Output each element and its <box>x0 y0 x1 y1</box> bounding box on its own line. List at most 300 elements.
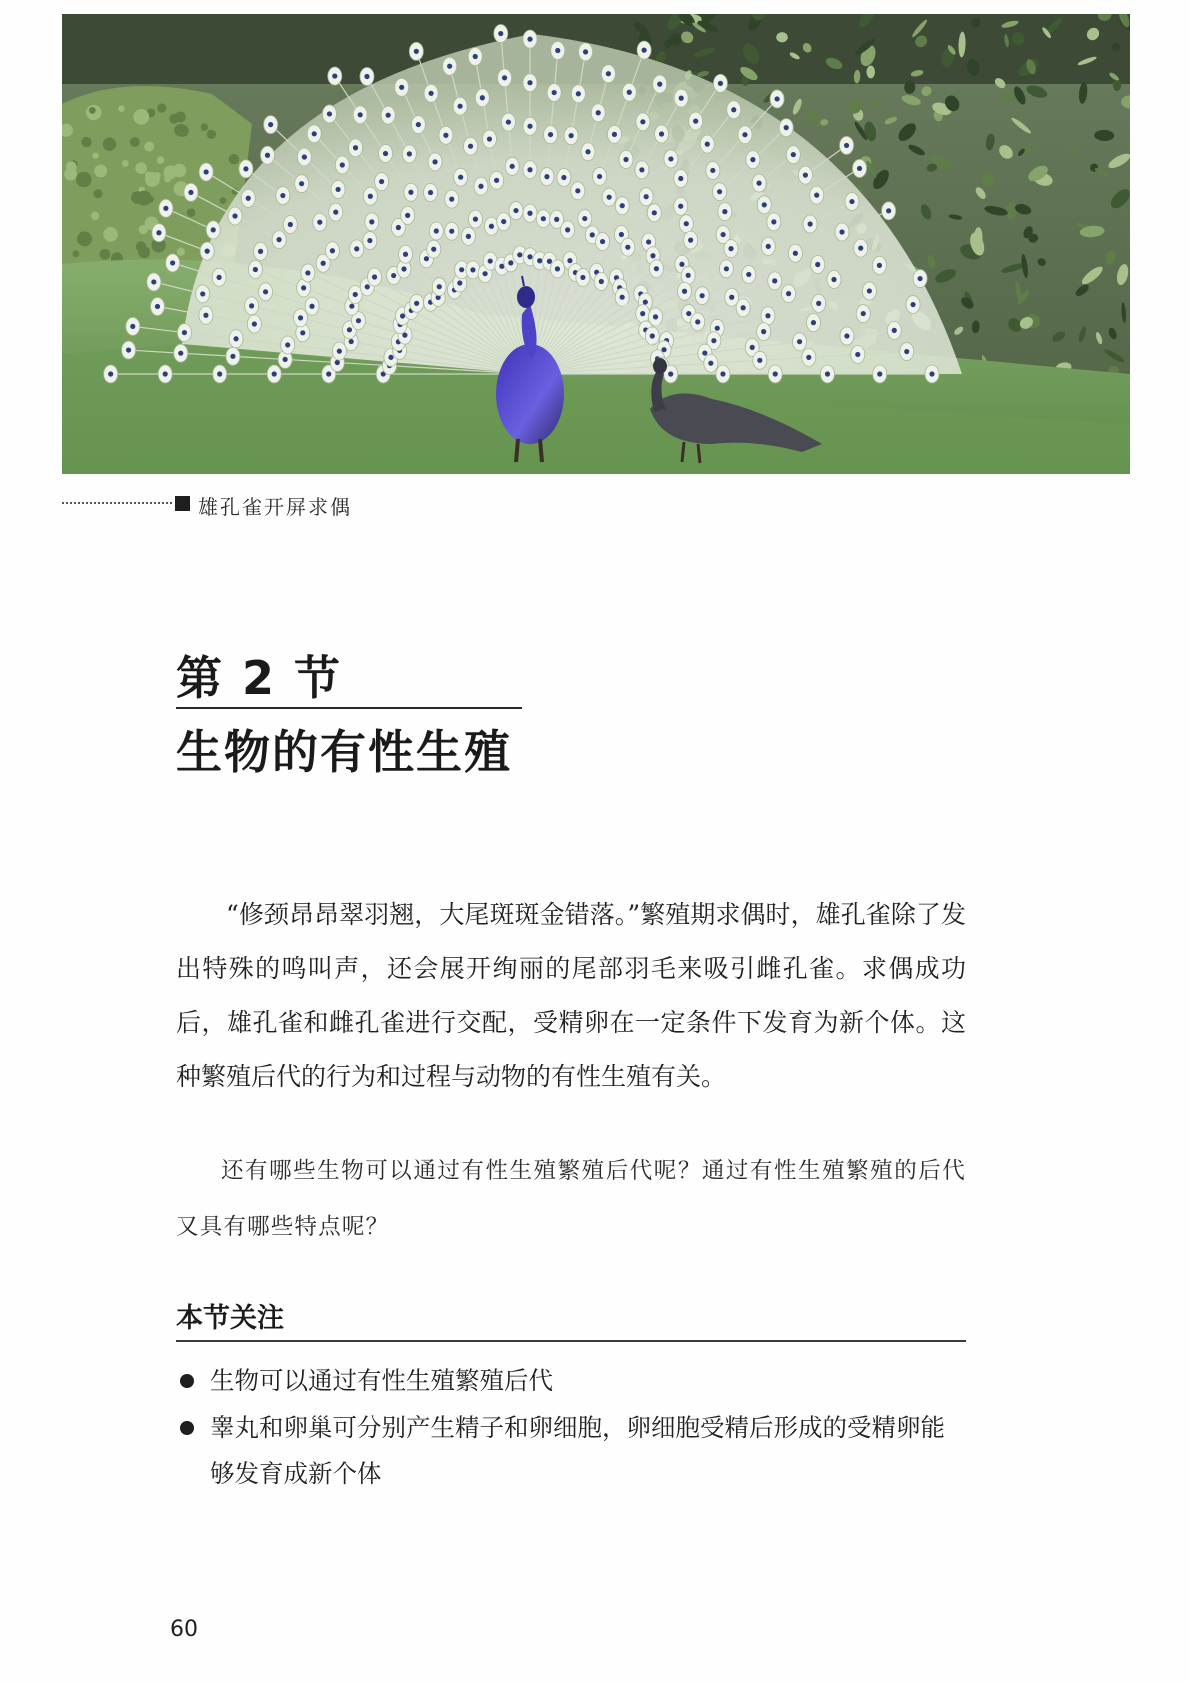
female-peacock-head <box>653 358 667 374</box>
feather-eye-center <box>276 237 281 242</box>
feather-eye-center <box>569 133 574 138</box>
feather-eye-center <box>383 151 388 156</box>
leaf <box>1012 32 1024 45</box>
hedge-leaf <box>229 154 239 164</box>
feather-eye-center <box>358 112 363 117</box>
feather-eye-center <box>597 174 602 179</box>
feather-eye-center <box>396 225 401 230</box>
focus-divider <box>176 1340 966 1342</box>
hedge-leaf <box>145 172 160 187</box>
feather-eye-center <box>265 153 270 158</box>
feather-eye-center <box>910 302 915 307</box>
feather-eye-center <box>544 174 549 179</box>
feather-eye-center <box>498 31 503 36</box>
feather-eye-center <box>332 73 337 78</box>
feather-eye-center <box>182 330 187 335</box>
hedge-leaf <box>138 246 150 258</box>
section-title: 生物的有性生殖 <box>176 725 512 779</box>
feather-eye-center <box>688 238 693 243</box>
feather-eye-center <box>163 371 168 376</box>
feather-eye-center <box>606 71 611 76</box>
question-paragraph: 还有哪些生物可以通过有性生殖繁殖后代呢？通过有性生殖繁殖的后代又具有哪些特点呢？ <box>176 1158 966 1240</box>
feather-eye-center <box>857 166 862 171</box>
feather-eye-center <box>478 184 483 189</box>
feather-eye-center <box>300 330 305 335</box>
hedge-leaf <box>174 124 187 137</box>
feather-eye-center <box>774 96 779 101</box>
focus-item-text: 生物可以通过有性生殖繁殖后代 <box>210 1366 553 1395</box>
feather-eye-center <box>527 167 532 172</box>
feather-eye-center <box>582 216 587 221</box>
hedge-leaf <box>144 142 154 152</box>
feather-eye-center <box>408 190 413 195</box>
feather-eye-center <box>205 249 210 254</box>
feather-eye-center <box>567 258 572 263</box>
feather-eye-center <box>693 119 698 124</box>
feather-eye-center <box>640 311 645 316</box>
feather-eye-center <box>340 162 345 167</box>
feather-eye-center <box>552 90 557 95</box>
feather-eye-center <box>431 247 436 252</box>
feather-eye-center <box>761 329 766 334</box>
feather-eye-center <box>211 227 216 232</box>
feather-eye-center <box>654 266 659 271</box>
intro-paragraph: “修颈昂昂翠羽翘，大尾斑斑金错落。”繁殖期求偶时，雄孔雀除了发出特殊的鸣叫声，还会展开绚丽的尾部羽毛来吸引雌孔雀。求偶成功后，雄孔雀和雌孔雀进行交配，受精卵在一定条件下发育为新个体。这种繁殖后代的行为和过程与动物的有性生殖有关。 <box>176 900 966 1091</box>
title-divider <box>176 707 522 709</box>
feather-eye-center <box>855 352 860 357</box>
feather-eye-center <box>349 339 354 344</box>
feather-eye-center <box>772 278 777 283</box>
feather-eye-center <box>724 266 729 271</box>
feather-eye-center <box>565 227 570 232</box>
feather-eye-center <box>468 144 473 149</box>
feather-eye-center <box>639 167 644 172</box>
feather-eye-center <box>353 145 358 150</box>
feather-eye-center <box>399 85 404 90</box>
feather-eye-center <box>482 271 487 276</box>
feather-eye-center <box>126 347 131 352</box>
feather-eye-center <box>424 256 429 261</box>
feather-eye-center <box>728 246 733 251</box>
section-number: 第 2 节 <box>176 651 343 705</box>
feather-eye-center <box>414 49 419 54</box>
feather-eye-center <box>508 260 513 265</box>
feather-eye-center <box>204 169 209 174</box>
feather-eye-center <box>679 262 684 267</box>
feather-eye-center <box>619 232 624 237</box>
feather-eye-center <box>246 196 251 201</box>
feather-eye-center <box>640 119 645 124</box>
figure-caption-row <box>62 491 562 517</box>
hedge-leaf <box>103 138 116 151</box>
male-peacock-leg-left <box>516 439 518 462</box>
feather-eye-center <box>367 238 372 243</box>
feather-eye-center <box>929 371 934 376</box>
feather-eye-center <box>335 360 340 365</box>
hedge-leaf <box>200 123 208 131</box>
caption-leader-line <box>62 502 172 504</box>
leaf <box>866 65 874 78</box>
feather-eye-center <box>702 350 707 355</box>
hedge-leaf <box>122 160 129 167</box>
focus-item <box>176 1405 966 1497</box>
feather-eye-center <box>596 110 601 115</box>
hedge-leaf <box>157 103 166 112</box>
peacock-photo <box>62 14 1130 474</box>
feather-eye-center <box>625 245 630 250</box>
feather-eye-center <box>517 252 522 257</box>
feather-eye-center <box>750 157 755 162</box>
feather-eye-center <box>527 80 532 85</box>
feather-eye-center <box>432 159 437 164</box>
feather-eye-center <box>746 272 751 277</box>
feather-eye-center <box>806 355 811 360</box>
figure-caption: 雄孔雀开屏求偶 <box>198 495 352 519</box>
feather-eye-center <box>309 304 314 309</box>
feather-eye-center <box>283 357 288 362</box>
feather-eye-center <box>437 284 442 289</box>
feather-eye-center <box>686 311 691 316</box>
feather-eye-center <box>188 190 193 195</box>
feather-eye-center <box>720 371 725 376</box>
feather-eye-center <box>513 208 518 213</box>
feather-eye-center <box>877 263 882 268</box>
hedge-leaf <box>72 250 79 257</box>
feather-eye-center <box>917 276 922 281</box>
feather-eye-center <box>811 320 816 325</box>
feather-eye-center <box>711 338 716 343</box>
feather-eye-center <box>364 74 369 79</box>
feather-eye-center <box>388 355 393 360</box>
feather-eye-center <box>717 189 722 194</box>
hedge-leaf <box>130 137 140 147</box>
feather-eye-center <box>861 311 866 316</box>
feather-eye-center <box>449 197 454 202</box>
feather-eye-center <box>722 209 727 214</box>
hedge-leaf <box>92 153 98 159</box>
feather-eye-center <box>447 64 452 69</box>
feather-eye-center <box>443 133 448 138</box>
feather-eye-center <box>506 119 511 124</box>
hedge-leaf <box>76 172 92 188</box>
feather-eye-center <box>731 107 736 112</box>
feather-eye-center <box>803 173 808 178</box>
feather-eye-center <box>163 206 168 211</box>
hedge-leaf <box>164 176 171 183</box>
feather-eye-center <box>814 193 819 198</box>
feather-eye-center <box>428 91 433 96</box>
feather-eye-center <box>402 333 407 338</box>
feather-eye-center <box>750 345 755 350</box>
feather-eye-center <box>457 280 462 285</box>
feather-eye-center <box>232 213 237 218</box>
feather-eye-center <box>904 349 909 354</box>
feather-eye-center <box>668 371 673 376</box>
feather-eye-center <box>757 358 762 363</box>
feather-eye-center <box>686 273 691 278</box>
feather-eye-center <box>583 49 588 54</box>
feather-eye-center <box>305 270 310 275</box>
bullet-icon <box>180 1374 194 1388</box>
feather-eye-center <box>217 371 222 376</box>
feather-eye-center <box>130 324 135 329</box>
male-peacock-leg-right <box>540 439 542 462</box>
hedge-leaf <box>118 105 125 112</box>
feather-eye-center <box>302 154 307 159</box>
feather-eye-center <box>354 246 359 251</box>
feather-eye-center <box>839 229 844 234</box>
feather-eye-center <box>280 193 285 198</box>
feather-eye-center <box>623 157 628 162</box>
feather-eye-center <box>541 216 546 221</box>
feather-eye-center <box>501 219 506 224</box>
feather-eye-center <box>317 220 322 225</box>
feather-eye-center <box>268 122 273 127</box>
feather-eye-center <box>548 132 553 137</box>
feather-eye-center <box>599 279 604 284</box>
feather-eye-center <box>561 175 566 180</box>
feather-eye-center <box>729 295 734 300</box>
feather-eye-center <box>580 275 585 280</box>
feather-eye-center <box>715 326 720 331</box>
feather-eye-center <box>527 254 532 259</box>
feather-eye-center <box>349 304 354 309</box>
hedge-leaf <box>220 197 227 204</box>
feather-eye-center <box>151 279 156 284</box>
feather-eye-center <box>494 178 499 183</box>
feather-eye-center <box>379 179 384 184</box>
feather-eye-center <box>793 251 798 256</box>
hedge-leaf <box>187 208 196 217</box>
feather-eye-center <box>705 142 710 147</box>
feather-eye-center <box>849 199 854 204</box>
feather-eye-center <box>301 285 306 290</box>
feather-eye-center <box>791 152 796 157</box>
feather-eye-center <box>797 339 802 344</box>
feather-eye-center <box>252 321 257 326</box>
feather-eye-center <box>765 313 770 318</box>
feather-eye-center <box>458 175 463 180</box>
hedge-leaf <box>157 156 165 164</box>
hedge-leaf <box>133 109 149 125</box>
feather-eye-center <box>877 371 882 376</box>
feather-eye-center <box>285 342 290 347</box>
feather-eye-center <box>416 122 421 127</box>
feather-eye-center <box>537 258 542 263</box>
feather-eye-center <box>668 156 673 161</box>
feather-eye-center <box>298 315 303 320</box>
feather-eye-center <box>243 166 248 171</box>
feather-eye-center <box>600 239 605 244</box>
feather-eye-center <box>766 244 771 249</box>
feather-eye-center <box>428 190 433 195</box>
feather-eye-center <box>653 314 658 319</box>
feather-eye-center <box>892 328 897 333</box>
feather-eye-center <box>217 275 222 280</box>
feather-eye-center <box>327 111 332 116</box>
feather-eye-center <box>330 248 335 253</box>
feather-eye-center <box>710 168 715 173</box>
feather-eye-center <box>230 354 235 359</box>
feather-eye-center <box>652 210 657 215</box>
feather-eye-center <box>678 176 683 181</box>
feather-eye-center <box>816 301 821 306</box>
feather-eye-center <box>365 284 370 289</box>
feather-eye-center <box>771 219 776 224</box>
male-peacock-head <box>517 286 535 308</box>
feather-eye-center <box>407 151 412 156</box>
feather-eye-center <box>620 295 625 300</box>
feather-eye-center <box>403 252 408 257</box>
feather-eye-center <box>773 371 778 376</box>
peacock-illustration <box>62 14 1130 474</box>
focus-list <box>176 1358 966 1498</box>
feather-eye-center <box>684 221 689 226</box>
feather-eye-center <box>718 81 723 86</box>
feather-eye-center <box>679 96 684 101</box>
hedge-leaf <box>81 137 92 148</box>
feather-eye-center <box>808 221 813 226</box>
feather-eye-center <box>844 333 849 338</box>
feather-eye-center <box>643 299 648 304</box>
feather-eye-center <box>263 289 268 294</box>
feather-eye-center <box>405 213 410 218</box>
feather-eye-center <box>457 104 462 109</box>
feather-eye-center <box>333 210 338 215</box>
female-peacock-leg-right <box>698 444 700 463</box>
feather-eye-center <box>590 232 595 237</box>
feather-eye-center <box>502 75 507 80</box>
feather-eye-center <box>449 229 454 234</box>
feather-eye-center <box>527 211 532 216</box>
feather-eye-center <box>815 262 820 267</box>
feather-eye-center <box>682 289 687 294</box>
feather-eye-center <box>620 203 625 208</box>
feather-eye-center <box>831 277 836 282</box>
feather-eye-center <box>272 371 277 376</box>
feather-eye-center <box>369 219 374 224</box>
feather-eye-center <box>844 143 849 148</box>
feather-eye-center <box>721 232 726 237</box>
feather-eye-center <box>527 37 532 42</box>
hedge-leaf <box>207 130 216 139</box>
feather-eye-center <box>825 371 830 376</box>
focus-heading: 本节关注 <box>176 1303 284 1334</box>
feather-eye-center <box>386 113 391 118</box>
feather-eye-center <box>326 371 331 376</box>
feather-eye-center <box>555 266 560 271</box>
hedge-leaf <box>93 189 102 198</box>
feather-eye-center <box>368 194 373 199</box>
hedge-leaf <box>89 107 96 114</box>
feather-eye-center <box>414 301 419 306</box>
feather-eye-center <box>321 261 326 266</box>
hedge-leaf <box>177 248 185 256</box>
feather-eye-center <box>527 124 532 129</box>
feather-eye-center <box>466 234 471 239</box>
feather-eye-center <box>886 208 891 213</box>
feather-eye-center <box>337 349 342 354</box>
feather-eye-center <box>547 259 552 264</box>
feather-eye-center <box>480 95 485 100</box>
feather-eye-center <box>678 204 683 209</box>
feather-eye-center <box>575 188 580 193</box>
feather-eye-center <box>200 291 205 296</box>
feather-eye-center <box>203 313 208 318</box>
feather-eye-center <box>642 48 647 53</box>
hedge-leaf <box>91 212 99 220</box>
feather-eye-center <box>489 224 494 229</box>
feather-eye-center <box>867 288 872 293</box>
feather-eye-center <box>700 293 705 298</box>
feather-eye-center <box>646 239 651 244</box>
feather-eye-center <box>741 305 746 310</box>
male-peacock-body <box>496 344 564 444</box>
feather-eye-center <box>554 217 559 222</box>
feather-eye-center <box>253 267 258 272</box>
feather-eye-center <box>233 336 238 341</box>
feather-eye-center <box>470 267 475 272</box>
feather-eye-center <box>288 222 293 227</box>
female-peacock-leg-left <box>682 442 684 462</box>
feather-eye-center <box>607 195 612 200</box>
feather-eye-center <box>312 131 317 136</box>
feather-eye-center <box>659 131 664 136</box>
feather-eye-center <box>695 319 700 324</box>
hedge-leaf <box>100 249 111 260</box>
hedge-leaf <box>173 164 187 178</box>
feather-eye-center <box>612 132 617 137</box>
page-number: 60 <box>170 1617 198 1642</box>
hedge-leaf <box>137 191 152 206</box>
hedge-leaf <box>169 114 179 124</box>
feather-eye-center <box>650 253 655 258</box>
feather-eye-center <box>657 82 662 87</box>
feather-eye-center <box>786 291 791 296</box>
feather-eye-center <box>372 274 377 279</box>
feather-eye-center <box>473 54 478 59</box>
feather-eye-center <box>742 132 747 137</box>
hedge-leaf <box>77 231 92 246</box>
caption-square-icon <box>175 496 190 511</box>
feather-eye-center <box>576 91 581 96</box>
feather-eye-center <box>708 361 713 366</box>
feather-eye-center <box>400 313 405 318</box>
feather-eye-center <box>459 267 464 272</box>
feather-eye-center <box>487 136 492 141</box>
feather-eye-center <box>585 149 590 154</box>
feather-eye-center <box>155 304 160 309</box>
feather-eye-center <box>353 292 358 297</box>
feather-eye-center <box>473 217 478 222</box>
hedge-leaf <box>94 164 107 177</box>
feather-eye-center <box>335 187 340 192</box>
hedge-leaf <box>66 161 77 172</box>
feather-eye-center <box>784 125 789 130</box>
feather-eye-center <box>347 327 352 332</box>
feather-eye-center <box>627 90 632 95</box>
focus-item-text: 睾丸和卵巢可分别产生精子和卵细胞，卵细胞受精后形成的受精卵能够发育成新个体 <box>210 1413 945 1488</box>
feather-eye-center <box>510 164 515 169</box>
feather-eye-center <box>762 202 767 207</box>
feather-eye-center <box>299 181 304 186</box>
feather-eye-center <box>401 266 406 271</box>
feather-eye-center <box>555 48 560 53</box>
feather-eye-center <box>258 249 263 254</box>
feather-eye-center <box>108 371 113 376</box>
feather-eye-center <box>650 333 655 338</box>
hedge-leaf <box>135 162 146 173</box>
